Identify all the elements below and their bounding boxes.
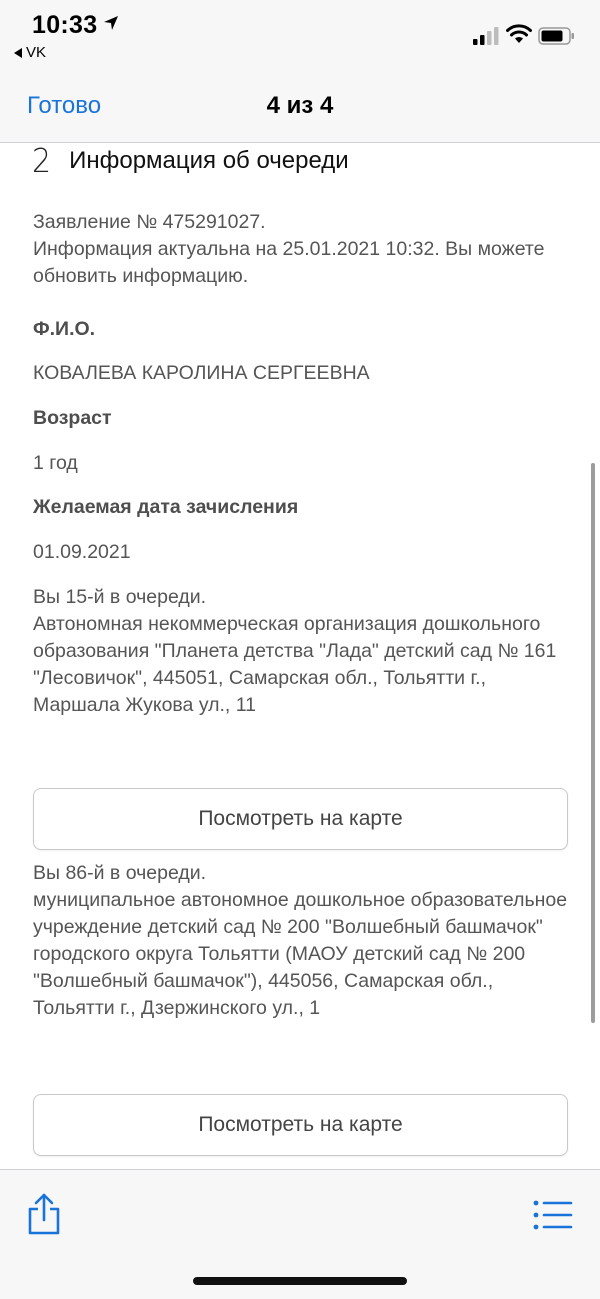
list-icon[interactable] (533, 1200, 573, 1230)
fio-value: КОВАЛЕВА КАРОЛИНА СЕРГЕЕВНА (33, 362, 370, 384)
view-on-map-button-2[interactable]: Посмотреть на карте (33, 1094, 568, 1156)
queue-position: Вы 86-й в очереди. (33, 862, 207, 884)
queue-organization: Автономная некоммерческая организация дошкольного образования "Планета детства "Лада" детский сад № 161 "Лесовичок", 445051, Самарская обл., Тольятти г., Маршала Жукова ул., 11 (33, 613, 557, 716)
section-number: 2 (32, 143, 52, 181)
info-actual-text: Информация актуальна на 25.01.2021 10:32. Вы можете обновить информацию. (33, 238, 545, 287)
back-triangle-icon (14, 48, 22, 58)
queue-item-2 (33, 860, 568, 1022)
share-icon[interactable] (26, 1192, 62, 1236)
application-info (33, 209, 568, 290)
enroll-date-label: Желаемая дата зачисления (33, 496, 299, 518)
application-number: Заявление № 475291027. (33, 211, 266, 233)
section-header (32, 143, 349, 179)
status-time: 10:33 (32, 11, 98, 39)
navigation-bar (0, 68, 600, 143)
document-content[interactable] (0, 143, 600, 1168)
view-on-map-button-1[interactable]: Посмотреть на карте (33, 788, 568, 850)
status-bar (0, 0, 600, 68)
clipped-next-text (33, 1160, 153, 1168)
queue-position: Вы 15-й в очереди. (33, 586, 207, 608)
enroll-date-value: 01.09.2021 (33, 541, 131, 563)
queue-item-1 (33, 584, 568, 719)
back-to-app-link[interactable] (14, 44, 46, 61)
bottom-toolbar (0, 1169, 600, 1299)
wifi-icon (506, 24, 532, 44)
section-title: Информация об очереди (69, 147, 349, 174)
done-button[interactable]: Готово (27, 92, 102, 119)
page-counter-title: 4 из 4 (266, 92, 334, 119)
battery-icon (538, 26, 576, 46)
home-indicator[interactable] (193, 1277, 407, 1285)
age-label: Возраст (33, 407, 112, 429)
cellular-signal-icon (473, 27, 499, 45)
scroll-indicator[interactable] (591, 463, 595, 1023)
back-app-label: VK (26, 44, 47, 61)
queue-organization: муниципальное автономное дошкольное образовательное учреждение детский сад № 200 "Волшебный башмачок" городского округа Тольятти (МАОУ детский сад № 200 "Волшебный башмачок"), 445056, Самарская обл., Тольятти г., Дзержинского ул., 1 (33, 889, 568, 1019)
location-arrow-icon (103, 15, 119, 31)
age-value: 1 год (33, 452, 78, 474)
fio-label: Ф.И.О. (33, 318, 96, 340)
